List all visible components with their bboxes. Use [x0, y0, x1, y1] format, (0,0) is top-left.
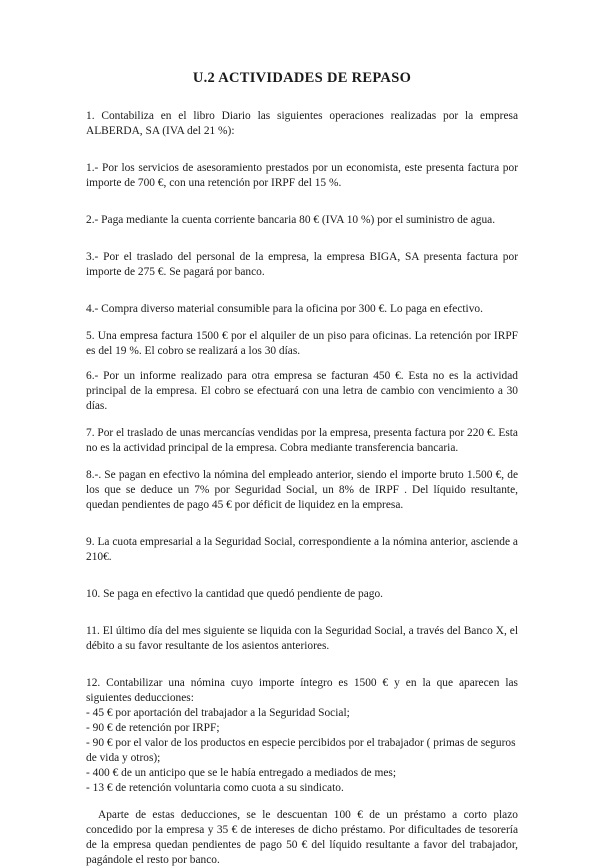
operation-1: 1.- Por los servicios de asesoramiento prestados por un economista, este presenta factura por importe de 700 €, con una retención por IRPF del 15 %.	[86, 162, 518, 189]
deductions-list	[86, 706, 518, 796]
operation-10: 10. Se paga en efectivo la cantidad que quedó pendiente de pago.	[86, 588, 383, 600]
operation-3: 3.- Por el traslado del personal de la empresa, la empresa BIGA, SA presenta factura por importe de 275 €. Se pagará por banco.	[86, 251, 518, 278]
page-title: U.2 ACTIVIDADES DE REPASO	[192, 70, 412, 86]
deduction-item: - 400 € de un anticipo que se le había entregado a mediados de mes;	[86, 767, 396, 779]
operation-9: 9. La cuota empresarial a la Seguridad Social, correspondiente a la nómina anterior, asciende a 210€.	[86, 536, 518, 563]
deduction-item: - 90 € de retención por IRPF;	[86, 722, 220, 734]
operation-2: 2.- Paga mediante la cuenta corriente bancaria 80 € (IVA 10 %) por el suministro de agua.	[86, 214, 496, 226]
exercise-12-closing: Aparte de estas deducciones, se le descuentan 100 € de un préstamo a corto plazo concedido por la empresa y 35 € de intereses de dicho préstamo. Por dificultades de tesorería de la empresa quedan pendientes de pago 50 € del líquido resultante a favor del trabajador, pagándole el resto por banco.	[86, 809, 518, 866]
exercise-1-intro: 1. Contabiliza en el libro Diario las siguientes operaciones realizadas por la empresa ALBERDA, SA (IVA del 21 %):	[86, 110, 518, 137]
deduction-item: - 13 € de retención voluntaria como cuota a su sindicato.	[86, 782, 344, 794]
deduction-item: - 45 € por aportación del trabajador a la Seguridad Social;	[86, 707, 350, 719]
operation-6: 6.- Por un informe realizado para otra empresa se facturan 450 €. Esta no es la actividad principal de la empresa. El cobro se efectuará con una letra de cambio con vencimiento a 30 días.	[86, 370, 518, 412]
exercise-12-intro: 12. Contabilizar una nómina cuyo importe íntegro es 1500 € y en la que aparecen las siguientes deducciones:	[86, 677, 518, 704]
operation-5: 5. Una empresa factura 1500 € por el alquiler de un piso para oficinas. La retención por IRPF es del 19 %. El cobro se realizará a los 30 días.	[86, 330, 518, 357]
operation-7: 7. Por el traslado de unas mercancías vendidas por la empresa, presenta factura por 220 €. Esta no es la actividad principal de la empresa. Cobra mediante transferencia bancaria.	[86, 427, 518, 454]
operation-4: 4.- Compra diverso material consumible para la oficina por 300 €. Lo paga en efectivo.	[86, 303, 483, 315]
deduction-item: - 90 € por el valor de los productos en especie percibidos por el trabajador ( primas de seguros de vida y otros);	[86, 737, 516, 764]
operation-8: 8.-. Se pagan en efectivo la nómina del empleado anterior, siendo el importe bruto 1.500 €, de los que se deduce un 7% por Seguridad Social, un 8% de IRPF . Del líquido resultante, quedan pendientes de pago 45 € por déficit de liquidez en la empresa.	[86, 469, 518, 511]
operation-11: 11. El último día del mes siguiente se liquida con la Seguridad Social, a través del Banco X, el débito a su favor resultante de los asientos anteriores.	[86, 625, 518, 652]
